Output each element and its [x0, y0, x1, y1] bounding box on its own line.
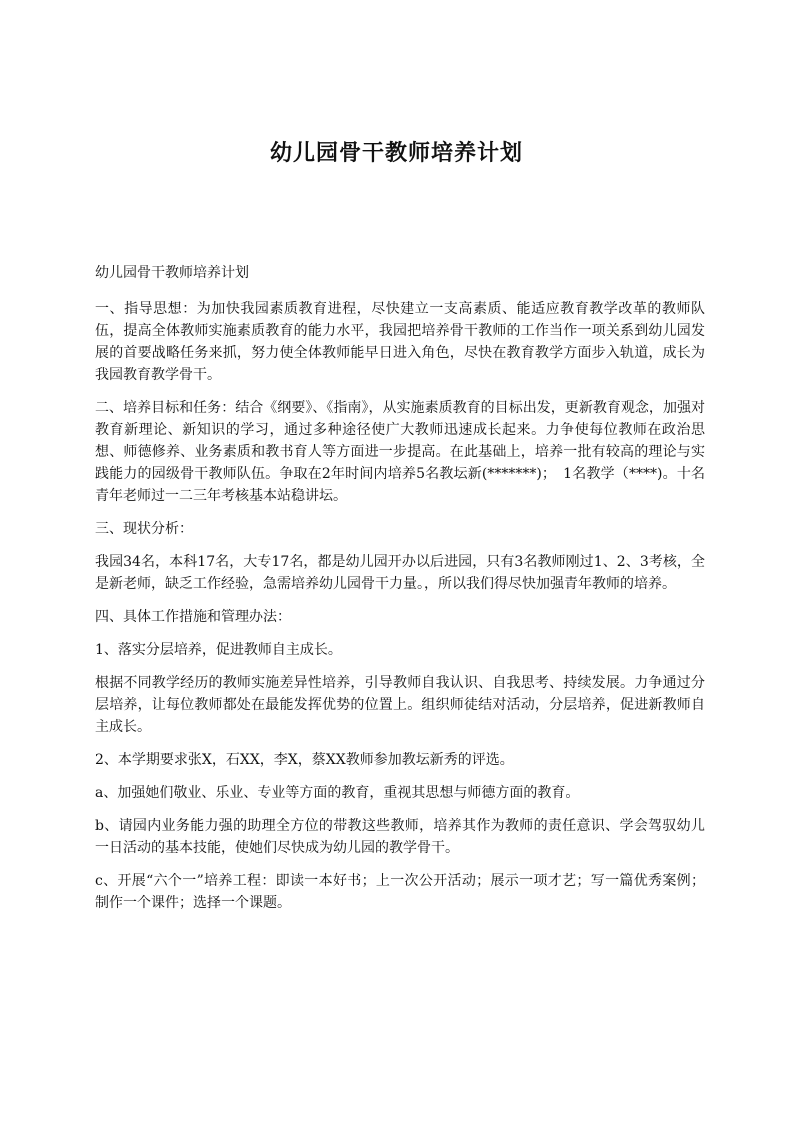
paragraph-item-c: c、开展“六个一”培养工程：即读一本好书；上一次公开活动；展示一项才艺；写一篇优秀案例；制作一个课件；选择一个课题。: [95, 873, 705, 911]
document-body: [95, 262, 705, 925]
paragraph-goals-tasks: 二、培养目标和任务：结合《纲要》、《指南》，从实施素质教育的目标出发，更新教育观念，加强对教育新理论、新知识的学习，通过多种途径使广大教师迅速成长起来。力争使每位教师在政治思想、师德修养、业务素质和教书育人等方面进一步提高。在此基础上，培养一批有较高的理论与实践能力的园级骨干教师队伍。争取在2年时间内培养5名教坛新(*******)； 1名教学（****)。十名青年老师过一二三年考核基本站稳讲坛。: [95, 400, 705, 504]
paragraph-guiding-ideology: 一、指导思想：为加快我园素质教育进程，尽快建立一支高素质、能适应教育教学改革的教师队伍，提高全体教师实施素质教育的能力水平，我园把培养骨干教师的工作当作一项关系到幼儿园发展的首要战略任务来抓，努力使全体教师能早日进入角色，尽快在教育教学方面步入轨道，成长为我园教育教学骨干。: [95, 301, 705, 383]
paragraph-status-heading: 三、现状分析：: [95, 521, 193, 537]
paragraph-status-analysis: 我园34名，本科17名，大专17名，都是幼儿园开办以后进园，只有3名教师刚过1、2、3考核，全是新老师，缺乏工作经验，急需培养幼儿园骨干力量。，所以我们得尽快加强青年教师的培养。: [95, 554, 705, 592]
paragraph-item-a: a、加强她们敬业、乐业、专业等方面的教育，重视其思想与师德方面的教育。: [95, 785, 580, 801]
paragraph-measures-heading: 四、具体工作措施和管理办法：: [95, 609, 291, 625]
paragraph-measure-1: 1、落实分层培养，促进教师自主成长。: [95, 642, 342, 658]
paragraph-measure-1-detail: 根据不同教学经历的教师实施差异性培养，引导教师自我认识、自我思考、持续发展。力争通过分层培养，让每位教师都处在最能发挥优势的位置上。组织师徒结对活动，分层培养，促进新教师自主成长。: [95, 675, 705, 735]
document-title: 幼儿园骨干教师培养计划: [269, 140, 523, 166]
paragraph-item-b: b、请园内业务能力强的助理全方位的带教这些教师，培养其作为教师的责任意识、学会驾驭幼儿一日活动的基本技能，使她们尽快成为幼儿园的教学骨干。: [95, 818, 705, 856]
paragraph-measure-2: 2、本学期要求张X，石XX，李X，蔡XX教师参加教坛新秀的评选。: [95, 752, 514, 768]
paragraph-heading: 幼儿园骨干教师培养计划: [95, 265, 249, 281]
